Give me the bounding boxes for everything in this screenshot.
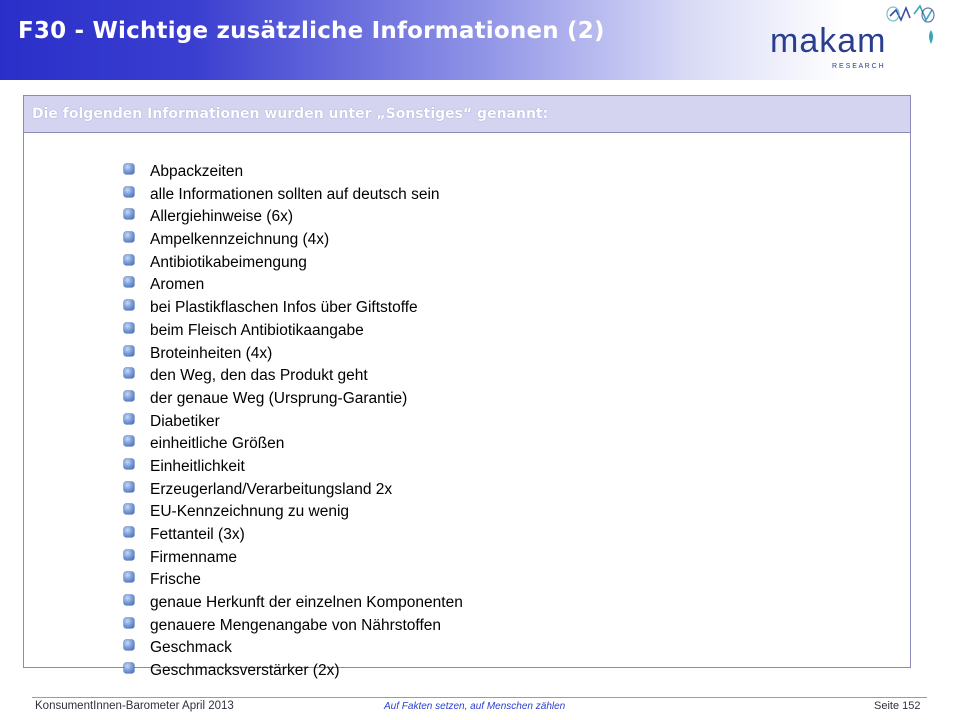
logo-wordmark: makam [770, 22, 887, 60]
list-item-text: Einheitlichkeit [150, 457, 245, 475]
logo-subtext: R E S E A R C H [832, 63, 884, 70]
bullet-icon [124, 482, 134, 492]
list-item [124, 456, 463, 479]
list-item-text: Diabetiker [150, 412, 220, 430]
list-item-text: Allergiehinweise (6x) [150, 208, 294, 226]
list-item [124, 320, 463, 343]
list-item-text: Fettanteil (3x) [150, 526, 245, 543]
footer-divider [32, 697, 927, 698]
list-item [124, 229, 463, 252]
bullet-icon [124, 368, 134, 378]
list-item-text: Broteinheiten (4x) [150, 344, 273, 362]
footer-slogan: Auf Fakten setzen, auf Menschen zählen [384, 701, 566, 712]
list-item [124, 388, 463, 411]
list-item-text: der genaue Weg (Ursprung-Garantie) [150, 389, 408, 407]
panel-heading: Die folgenden Informationen wurden unter „Sonstiges“ genannt: [32, 106, 549, 122]
list-item-text: alle Informationen sollten auf deutsch sein [150, 185, 440, 203]
bullet-icon [124, 164, 134, 174]
bullet-icon [124, 618, 134, 628]
footer-source: KonsumentInnen-Barometer April 2013 [35, 700, 234, 712]
list-item-text: Antibiotikabeimengung [150, 253, 307, 271]
bullet-icon [124, 663, 134, 673]
list-item [124, 206, 463, 229]
list-item-text: Frische [150, 571, 201, 589]
list-item [124, 274, 463, 297]
list-item-text: Firmenname [150, 548, 237, 566]
bullet-icon [124, 255, 134, 265]
list-item [124, 501, 463, 524]
page-title: F30 - Wichtige zusätzliche Informationen (2) [18, 18, 605, 44]
list-item-text: Ampelkennzeichnung (4x) [150, 231, 330, 249]
list-item-text: Geschmack [150, 639, 232, 657]
list-item [124, 161, 463, 184]
list-item-text: den Weg, den das Produkt geht [150, 367, 368, 385]
list-item [124, 479, 463, 502]
bullet-icon [124, 187, 134, 197]
page-number: Seite 152 [874, 700, 921, 712]
panel-header [24, 96, 910, 133]
content-panel [23, 95, 911, 680]
list-item-text: einheitliche Größen [150, 435, 285, 453]
logo-waves-icon [887, 6, 934, 44]
list-item [124, 343, 463, 366]
bullet-icon [124, 527, 134, 537]
bullet-icon [124, 640, 134, 650]
bullet-icon [124, 391, 134, 401]
bullet-icon [124, 209, 134, 219]
list-item [124, 365, 463, 388]
bullet-icon [124, 232, 134, 242]
bullet-icon [124, 414, 134, 424]
list-item [124, 569, 463, 592]
list-item [124, 411, 463, 434]
list-item-text: Aromen [150, 276, 205, 294]
list-item-text: Abpackzeiten [150, 163, 244, 180]
list-item [124, 297, 463, 320]
list-item [124, 252, 463, 275]
list-item [124, 524, 463, 547]
bullet-icon [124, 504, 134, 514]
list-item [124, 615, 463, 638]
list-item-text: EU-Kennzeichnung zu wenig [150, 503, 350, 521]
list-item [124, 592, 463, 615]
list-item [124, 184, 463, 207]
bullet-icon [124, 277, 134, 287]
list-item [124, 637, 463, 660]
list-item-text: Erzeugerland/Verarbeitungsland 2x [150, 480, 393, 498]
bullet-icon [124, 436, 134, 446]
list-item-text: genaue Herkunft der einzelnen Komponenten [150, 594, 463, 612]
list-item [124, 660, 463, 683]
list-item-text: genauere Mengenangabe von Nährstoffen [150, 616, 441, 634]
bullet-icon [124, 572, 134, 582]
bullet-icon [124, 550, 134, 560]
list-item [124, 547, 463, 570]
list-item-text: beim Fleisch Antibiotikaangabe [150, 321, 364, 339]
bullet-icon [124, 595, 134, 605]
makam-logo [770, 4, 950, 72]
list-item-text: bei Plastikflaschen Infos über Giftstoffe [150, 299, 418, 317]
list-item-text: Geschmacksverstärker (2x) [150, 662, 340, 680]
bullet-icon [124, 323, 134, 333]
bullet-icon [124, 459, 134, 469]
mentions-list [124, 161, 463, 683]
bullet-icon [124, 346, 134, 356]
bullet-icon [124, 300, 134, 310]
list-item [124, 433, 463, 456]
